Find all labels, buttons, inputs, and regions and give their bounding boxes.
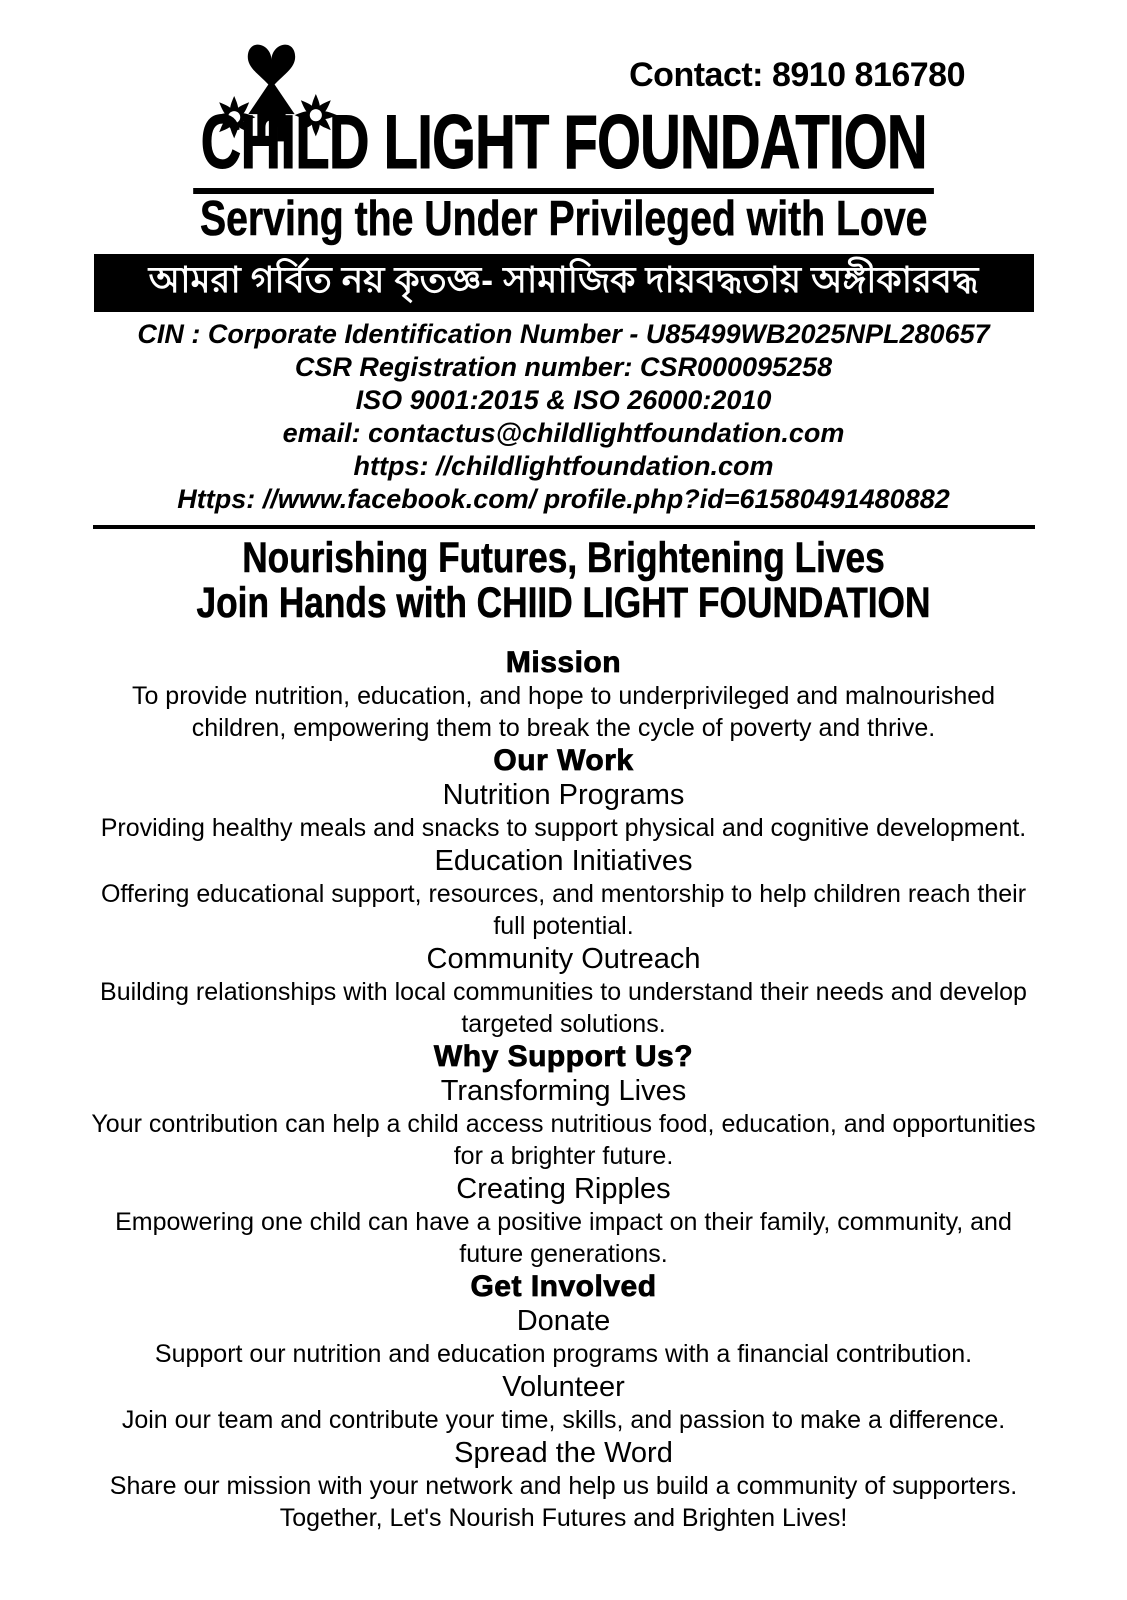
- section-subheading: Volunteer: [502, 1371, 625, 1403]
- section-heading: Why Support Us?: [433, 1040, 694, 1073]
- headline-line-1: Nourishing Futures, Brightening Lives: [242, 534, 885, 582]
- csr-line: CSR Registration number: CSR000095258: [294, 352, 833, 382]
- header: [0, 0, 1127, 252]
- section-subheading: Spread the Word: [454, 1437, 673, 1469]
- iso-line: ISO 9001:2015 & ISO 26000:2010: [355, 385, 772, 415]
- section-body: Offering educational support, resources, and mentorship to help children reach their full potential.: [100, 880, 1027, 940]
- email-line: email: contactus@childlightfoundation.com: [282, 418, 845, 448]
- closing-line: Together, Let's Nourish Futures and Brighten Lives!: [279, 1504, 848, 1532]
- org-tagline: Serving the Under Privileged with Love: [199, 192, 928, 246]
- section-divider: [93, 525, 1035, 529]
- section-subheading: Education Initiatives: [434, 845, 693, 877]
- section-heading: Mission: [505, 646, 622, 679]
- section-body: Share our mission with your network and help us build a community of supporters.: [109, 1472, 1018, 1500]
- cin-line: CIN : Corporate Identification Number - U85499WB2025NPL280657: [137, 319, 990, 349]
- website-line: https: //childlightfoundation.com: [353, 451, 774, 481]
- contact-number: Contact: 8910 816780: [629, 56, 965, 94]
- section-body: Join our team and contribute your time, skills, and passion to make a difference.: [121, 1406, 1006, 1434]
- section-subheading: Donate: [516, 1305, 611, 1337]
- section-body: Building relationships with local communities to understand their needs and develop targeted solutions.: [100, 978, 1027, 1038]
- heart-icon: [248, 45, 295, 88]
- section-body: Support our nutrition and education programs with a financial contribution.: [154, 1340, 973, 1368]
- section-body: To provide nutrition, education, and hope to underprivileged and malnourished children, empowering them to break the cycle of poverty and thrive.: [131, 682, 996, 742]
- section-subheading: Community Outreach: [426, 943, 701, 975]
- facebook-line: Https: //www.facebook.com/ profile.php?id=61580491480882: [177, 484, 950, 514]
- section-subheading: Creating Ripples: [456, 1173, 671, 1205]
- bengali-banner: [94, 254, 1034, 312]
- section-heading: Get Involved: [470, 1270, 657, 1303]
- registration-block: [0, 318, 1127, 516]
- section-heading: Our Work: [493, 744, 634, 777]
- headline: [0, 536, 1127, 626]
- section-subheading: Nutrition Programs: [442, 779, 685, 811]
- section-subheading: Transforming Lives: [440, 1075, 687, 1107]
- content-sections: [88, 646, 1040, 1534]
- section-body: Providing healthy meals and snacks to support physical and cognitive development.: [100, 814, 1027, 842]
- org-name-title: CHILD LIGHT FOUNDATION: [193, 100, 934, 194]
- headline-line-2: Join Hands with CHIID LIGHT FOUNDATION: [196, 579, 931, 627]
- bengali-banner-text: আমরা গর্বিত নয় কৃতজ্ঞ- সামাজিক দায়বদ্ধতায় অঙ্গীকারবদ্ধ: [148, 259, 979, 300]
- section-body: Your contribution can help a child access nutritious food, education, and opportunities for a brighter future.: [91, 1110, 1036, 1170]
- section-body: Empowering one child can have a positive impact on their family, community, and future generations.: [115, 1208, 1012, 1268]
